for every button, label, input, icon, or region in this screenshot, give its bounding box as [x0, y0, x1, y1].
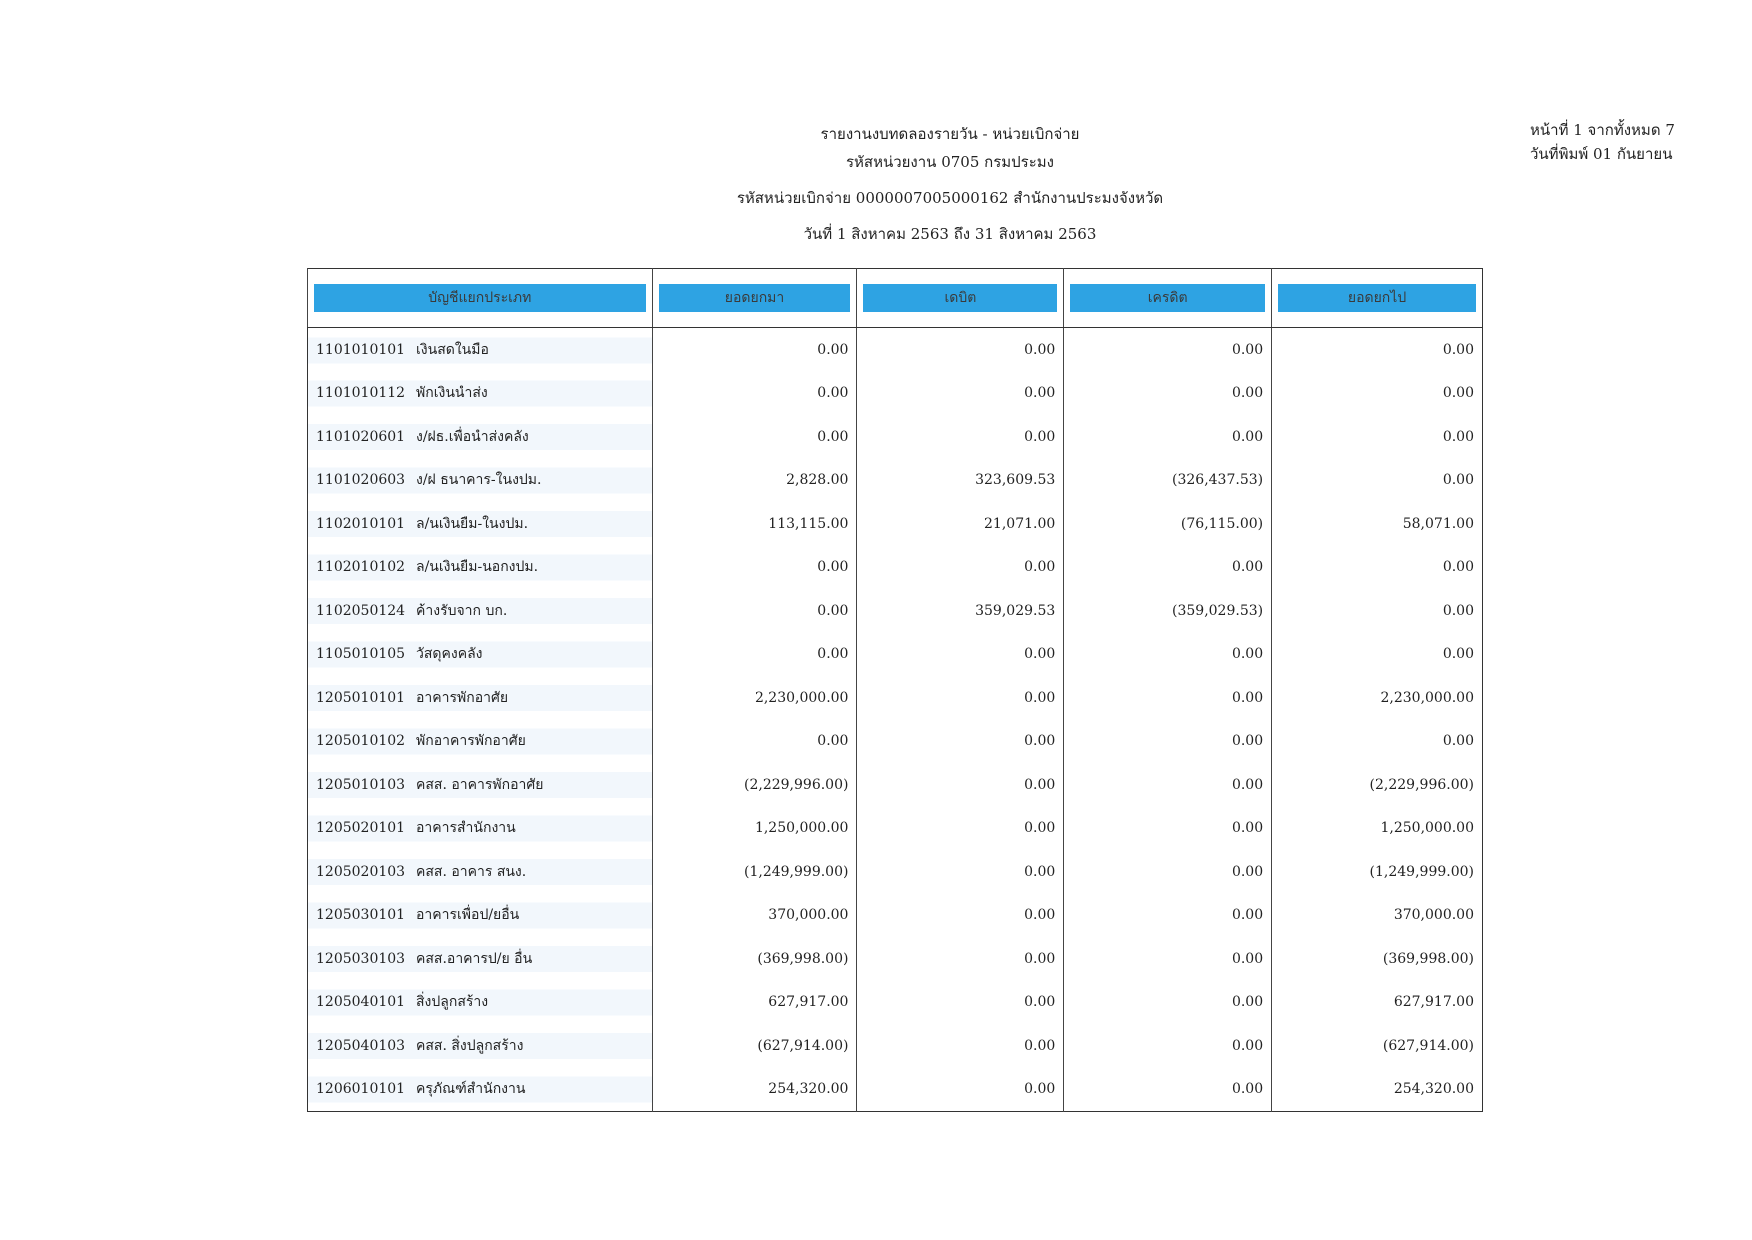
debit-cell: 0.00: [857, 328, 1064, 372]
account-code: 1205010103: [316, 776, 406, 793]
table-row: [308, 328, 1483, 372]
carried-forward-cell: (1,249,999.00): [1272, 850, 1483, 894]
account-cell: [308, 633, 653, 677]
print-date: วันที่พิมพ์ 01 กันยายน: [1530, 145, 1673, 163]
carried-forward-cell: 0.00: [1272, 328, 1483, 372]
carried-forward-cell: 2,230,000.00: [1272, 676, 1483, 720]
credit-cell: 0.00: [1064, 937, 1272, 981]
account-code: 1205040103: [316, 1037, 406, 1054]
debit-cell: 0.00: [857, 372, 1064, 416]
credit-cell: (326,437.53): [1064, 459, 1272, 503]
account-code: 1205010102: [316, 733, 406, 750]
carried-forward-cell: 0.00: [1272, 720, 1483, 764]
account-code: 1101010112: [316, 385, 406, 402]
debit-cell: 21,071.00: [857, 502, 1064, 546]
account-cell: [308, 676, 653, 720]
brought-forward-cell: 2,230,000.00: [652, 676, 857, 720]
account-name: ค้างรับจาก บก.: [416, 602, 508, 619]
brought-forward-cell: 0.00: [652, 415, 857, 459]
carried-forward-cell: (627,914.00): [1272, 1024, 1483, 1068]
account-cell: [308, 720, 653, 764]
brought-forward-cell: 627,917.00: [652, 981, 857, 1025]
debit-cell: 0.00: [857, 676, 1064, 720]
column-label: บัญชีแยกประเภท: [314, 284, 646, 312]
table-row: [308, 1068, 1483, 1112]
carried-forward-cell: 0.00: [1272, 546, 1483, 590]
report-title: รายงานงบทดลองรายวัน - หน่วยเบิกจ่าย: [820, 125, 1080, 143]
account-cell: [308, 328, 653, 372]
carried-forward-cell: (2,229,996.00): [1272, 763, 1483, 807]
account-name: ล/นเงินยืม-นอกงปม.: [416, 559, 539, 576]
carried-forward-cell: 0.00: [1272, 372, 1483, 416]
account-code: 1206010101: [316, 1081, 406, 1098]
table-row: [308, 807, 1483, 851]
credit-cell: 0.00: [1064, 546, 1272, 590]
debit-cell: 0.00: [857, 415, 1064, 459]
account-code: 1205030103: [316, 950, 406, 967]
account-name: วัสดุคงคลัง: [416, 646, 483, 663]
brought-forward-cell: 0.00: [652, 633, 857, 677]
brought-forward-cell: 0.00: [652, 328, 857, 372]
account-cell: [308, 372, 653, 416]
credit-cell: 0.00: [1064, 763, 1272, 807]
account-code: 1102010101: [316, 515, 406, 532]
account-code: 1205020101: [316, 820, 406, 837]
account-name: อาคารพักอาศัย: [416, 689, 509, 706]
account-cell: [308, 1024, 653, 1068]
credit-cell: 0.00: [1064, 850, 1272, 894]
credit-cell: 0.00: [1064, 328, 1272, 372]
account-code: 1105010105: [316, 646, 406, 663]
account-code: 1102010102: [316, 559, 406, 576]
account-cell: [308, 589, 653, 633]
debit-cell: 0.00: [857, 807, 1064, 851]
carried-forward-cell: 0.00: [1272, 589, 1483, 633]
account-code: 1101010101: [316, 341, 406, 358]
account-cell: [308, 807, 653, 851]
brought-forward-cell: 370,000.00: [652, 894, 857, 938]
brought-forward-cell: (1,249,999.00): [652, 850, 857, 894]
carried-forward-cell: 0.00: [1272, 633, 1483, 677]
debit-cell: 359,029.53: [857, 589, 1064, 633]
debit-cell: 0.00: [857, 546, 1064, 590]
header-carried-forward: [1272, 269, 1483, 328]
header-debit: [857, 269, 1064, 328]
header-credit: [1064, 269, 1272, 328]
account-name: อาคารสำนักงาน: [416, 820, 516, 837]
account-code: 1205030101: [316, 907, 406, 924]
account-name: พักเงินนำส่ง: [416, 385, 488, 402]
table-row: [308, 372, 1483, 416]
account-code: 1101020601: [316, 428, 406, 445]
account-code: 1205020103: [316, 863, 406, 880]
table-row: [308, 415, 1483, 459]
account-name: คสส. สิ่งปลูกสร้าง: [416, 1037, 524, 1054]
carried-forward-cell: 370,000.00: [1272, 894, 1483, 938]
table-row: [308, 850, 1483, 894]
column-label: ยอดยกไป: [1278, 284, 1476, 312]
brought-forward-cell: 0.00: [652, 589, 857, 633]
brought-forward-cell: 0.00: [652, 372, 857, 416]
account-code: 1102050124: [316, 602, 406, 619]
carried-forward-cell: 627,917.00: [1272, 981, 1483, 1025]
table-row: [308, 459, 1483, 503]
report-period: วันที่ 1 สิงหาคม 2563 ถึง 31 สิงหาคม 2563: [803, 225, 1097, 243]
table-row: [308, 763, 1483, 807]
column-label: เครดิต: [1070, 284, 1265, 312]
debit-cell: 0.00: [857, 850, 1064, 894]
brought-forward-cell: 1,250,000.00: [652, 807, 857, 851]
account-cell: [308, 546, 653, 590]
account-cell: [308, 981, 653, 1025]
carried-forward-cell: 254,320.00: [1272, 1068, 1483, 1112]
debit-cell: 0.00: [857, 1024, 1064, 1068]
debit-cell: 0.00: [857, 633, 1064, 677]
trial-balance-table: [307, 268, 1483, 1112]
credit-cell: 0.00: [1064, 720, 1272, 764]
debit-cell: 323,609.53: [857, 459, 1064, 503]
table-row: [308, 894, 1483, 938]
header-account: [308, 269, 653, 328]
column-label: ยอดยกมา: [659, 284, 851, 312]
debit-cell: 0.00: [857, 1068, 1064, 1112]
brought-forward-cell: 254,320.00: [652, 1068, 857, 1112]
credit-cell: 0.00: [1064, 807, 1272, 851]
table-row: [308, 676, 1483, 720]
account-cell: [308, 1068, 653, 1112]
agency-code: รหัสหน่วยงาน 0705 กรมประมง: [845, 153, 1055, 171]
account-cell: [308, 502, 653, 546]
account-name: ง/ฝ ธนาคาร-ในงปม.: [416, 472, 542, 489]
table-row: [308, 720, 1483, 764]
account-name: คสส. อาคารพักอาศัย: [416, 776, 544, 793]
carried-forward-cell: 1,250,000.00: [1272, 807, 1483, 851]
credit-cell: (359,029.53): [1064, 589, 1272, 633]
column-label: เดบิต: [863, 284, 1057, 312]
table-row: [308, 937, 1483, 981]
account-name: ครุภัณฑ์สำนักงาน: [416, 1081, 526, 1098]
account-cell: [308, 415, 653, 459]
account-cell: [308, 894, 653, 938]
account-name: คสส.อาคารป/ย อื่น: [416, 950, 533, 967]
carried-forward-cell: 58,071.00: [1272, 502, 1483, 546]
credit-cell: 0.00: [1064, 372, 1272, 416]
account-name: เงินสดในมือ: [416, 341, 489, 358]
debit-cell: 0.00: [857, 720, 1064, 764]
account-name: ง/ฝธ.เพื่อนำส่งคลัง: [416, 428, 529, 445]
account-cell: [308, 459, 653, 503]
credit-cell: 0.00: [1064, 415, 1272, 459]
page-number: หน้าที่ 1 จากทั้งหมด 7: [1530, 121, 1675, 139]
table-row: [308, 981, 1483, 1025]
brought-forward-cell: 0.00: [652, 546, 857, 590]
account-name: อาคารเพื่อป/ยอื่น: [416, 907, 520, 924]
credit-cell: 0.00: [1064, 676, 1272, 720]
table-row: [308, 633, 1483, 677]
account-code: 1101020603: [316, 472, 406, 489]
table-row: [308, 546, 1483, 590]
credit-cell: 0.00: [1064, 1024, 1272, 1068]
table-row: [308, 502, 1483, 546]
disbursing-unit: รหัสหน่วยเบิกจ่าย 0000007005000162 สำนักงานประมงจังหวัด: [736, 189, 1164, 207]
table-row: [308, 589, 1483, 633]
account-cell: [308, 763, 653, 807]
debit-cell: 0.00: [857, 937, 1064, 981]
account-cell: [308, 850, 653, 894]
brought-forward-cell: (2,229,996.00): [652, 763, 857, 807]
account-cell: [308, 937, 653, 981]
carried-forward-cell: (369,998.00): [1272, 937, 1483, 981]
credit-cell: 0.00: [1064, 633, 1272, 677]
brought-forward-cell: 2,828.00: [652, 459, 857, 503]
account-name: พักอาคารพักอาศัย: [416, 733, 526, 750]
credit-cell: 0.00: [1064, 894, 1272, 938]
debit-cell: 0.00: [857, 894, 1064, 938]
credit-cell: 0.00: [1064, 1068, 1272, 1112]
debit-cell: 0.00: [857, 763, 1064, 807]
account-name: คสส. อาคาร สนง.: [416, 863, 527, 880]
brought-forward-cell: 0.00: [652, 720, 857, 764]
carried-forward-cell: 0.00: [1272, 415, 1483, 459]
credit-cell: (76,115.00): [1064, 502, 1272, 546]
debit-cell: 0.00: [857, 981, 1064, 1025]
account-code: 1205040101: [316, 994, 406, 1011]
account-name: สิ่งปลูกสร้าง: [416, 994, 489, 1011]
brought-forward-cell: (369,998.00): [652, 937, 857, 981]
table-row: [308, 1024, 1483, 1068]
account-name: ล/นเงินยืม-ในงปม.: [416, 515, 529, 532]
credit-cell: 0.00: [1064, 981, 1272, 1025]
brought-forward-cell: 113,115.00: [652, 502, 857, 546]
header-brought-forward: [652, 269, 857, 328]
account-code: 1205010101: [316, 689, 406, 706]
carried-forward-cell: 0.00: [1272, 459, 1483, 503]
brought-forward-cell: (627,914.00): [652, 1024, 857, 1068]
